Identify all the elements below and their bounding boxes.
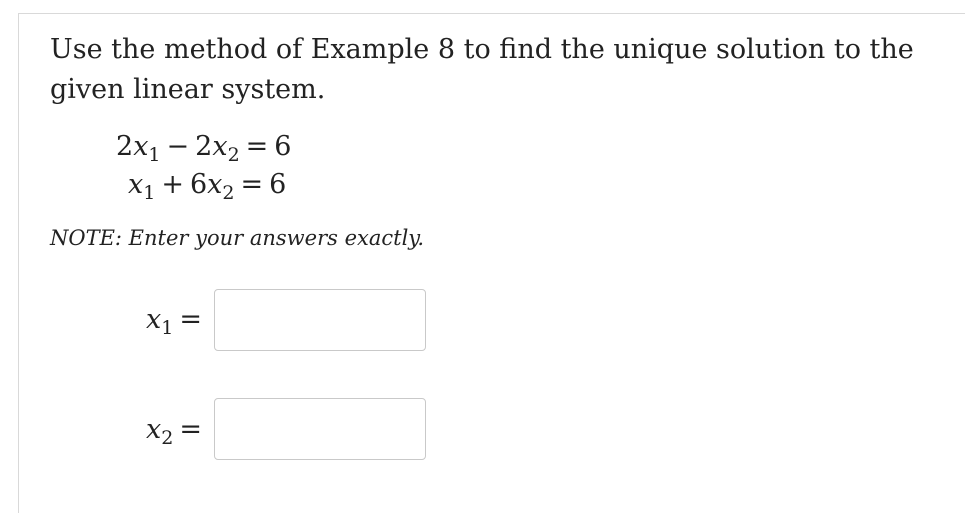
answer-label-x1 <box>146 303 208 345</box>
answer1-sub: 1 <box>161 317 174 339</box>
answer-label-x2 <box>146 413 208 455</box>
eq1-coef2: 2 <box>195 131 213 162</box>
answer2-sub: 2 <box>161 427 174 449</box>
eq2-coef2: 6 <box>189 169 208 200</box>
answer1-equals: = <box>179 304 202 335</box>
eq2-sub2: 2 <box>222 182 235 204</box>
eq2-operator: + <box>161 169 184 200</box>
answer-input-x1[interactable] <box>214 289 426 351</box>
eq2-var1: x <box>128 169 144 200</box>
eq1-sub1: 1 <box>148 144 161 166</box>
answer2-var: x <box>146 414 162 445</box>
eq2-rhs: 6 <box>269 169 287 200</box>
equation-2 <box>128 168 286 210</box>
eq1-coef1: 2 <box>116 131 134 162</box>
eq2-equals: = <box>240 169 264 200</box>
eq1-operator: − <box>166 131 190 162</box>
problem-prompt: Use the method of Example 8 to find the unique solution to the given linear system. <box>50 34 914 105</box>
eq1-sub2: 2 <box>227 144 240 166</box>
answer1-var: x <box>146 304 162 335</box>
eq1-var1: x <box>133 131 149 162</box>
equation-1 <box>116 130 291 172</box>
eq1-rhs: 6 <box>274 131 292 162</box>
eq1-var2: x <box>212 131 228 162</box>
answer2-equals: = <box>179 414 202 445</box>
note-text: NOTE: Enter your answers exactly. <box>50 226 425 250</box>
answer-input-x2[interactable] <box>214 398 426 460</box>
eq1-equals: = <box>245 131 269 162</box>
eq2-var2: x <box>207 169 223 200</box>
eq2-sub1: 1 <box>143 182 156 204</box>
